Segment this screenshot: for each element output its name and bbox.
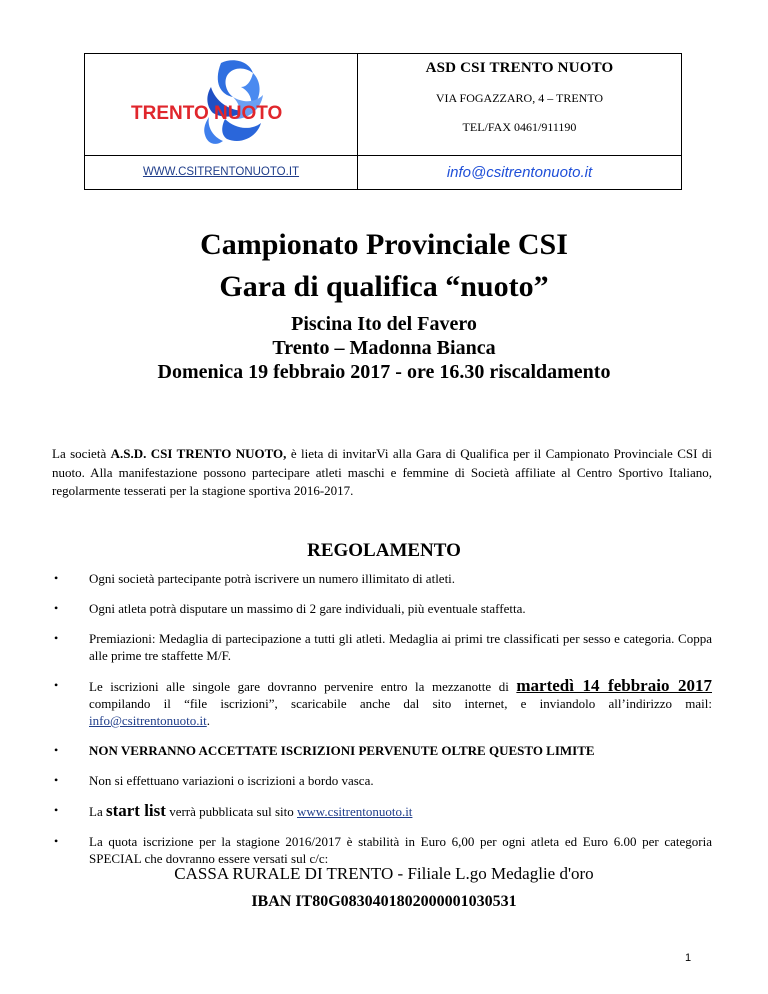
start-list-label: start list <box>105 801 166 820</box>
list-item <box>52 802 712 820</box>
venue-line1: Piscina Ito del Favero <box>291 313 477 335</box>
intro-paragraph <box>52 445 712 501</box>
email-cell <box>358 156 681 189</box>
club-address: VIA FOGAZZARO, 4 – TRENTO <box>435 91 604 105</box>
rule-text: Premiazioni: Medaglia di partecipazione a tutti gli atleti. Medaglia ai primi tre classificati per sesso e categoria. Coppa alle prime tre staffette M/F. <box>89 631 712 663</box>
bullet-icon: • <box>54 803 59 817</box>
bullet-icon: • <box>54 601 59 615</box>
deadline-date: martedì 14 febbraio 2017 <box>516 676 712 695</box>
rule-text: Ogni atleta potrà disputare un massimo di 2 gare individuali, più eventuale staffetta. <box>89 601 526 616</box>
regolamento-title: REGOLAMENTO <box>307 540 461 561</box>
bullet-icon: • <box>54 571 59 585</box>
list-item <box>52 600 712 617</box>
email-link[interactable]: info@csitrentonuoto.it <box>446 164 593 181</box>
rule-text-pre: Le iscrizioni alle singole gare dovranno pervenire entro la mezzanotte di <box>89 679 517 694</box>
rule-text: Non si effettuano variazioni o iscrizioni a bordo vasca. <box>89 773 374 788</box>
regolamento-list <box>52 570 712 880</box>
website-cell <box>85 156 358 189</box>
list-item <box>52 570 712 587</box>
bullet-icon: • <box>54 743 59 757</box>
website-link[interactable]: WWW.CSITRENTONUOTO.IT <box>142 166 300 178</box>
intro-pre: La società <box>52 446 111 461</box>
intro-post: è lieta di invitarVi alla Gara di Qualifica per il Campionato Provinciale CSI di nuoto. Alla manifestazione possono partecipare atleti maschi e femmine di Società affiliate al Centro Sportivo Italiano, regolarmente tesserati per la stagione sportiva 2016-2017. <box>52 446 712 498</box>
email-link[interactable]: info@csitrentonuoto.it <box>89 713 207 728</box>
list-item <box>52 772 712 789</box>
venue-line2: Trento – Madonna Bianca <box>272 337 496 359</box>
bullet-icon: • <box>54 678 59 692</box>
list-item <box>52 630 712 664</box>
rule-text-end: . <box>206 713 211 728</box>
bullet-icon: • <box>54 631 59 645</box>
club-name: ASD CSI TRENTO NUOTO <box>425 60 614 76</box>
rule-text-mid: verrà pubblicata sul sito <box>165 804 297 819</box>
venue-line3: Domenica 19 febbraio 2017 - ore 16.30 riscaldamento <box>157 361 611 383</box>
club-telfax: TEL/FAX 0461/911190 <box>462 120 577 134</box>
page-number: 1 <box>685 952 692 964</box>
trento-nuoto-logo <box>85 54 358 156</box>
list-item <box>52 833 712 867</box>
logo-text: TRENTO NUOTO <box>131 103 283 124</box>
club-info-cell <box>358 54 681 156</box>
main-title-line2: Gara di qualifica “nuoto” <box>219 270 549 303</box>
bullet-icon: • <box>54 834 59 848</box>
rule-text: Ogni società partecipante potrà iscrivere un numero illimitato di atleti. <box>89 571 456 586</box>
website-link[interactable]: www.csitrentonuoto.it <box>297 804 413 819</box>
list-item <box>52 742 712 759</box>
rule-text-post: compilando il “file iscrizioni”, scaricabile anche dal sito internet, e inviandolo all’indirizzo mail: <box>89 696 712 711</box>
rule-text: La quota iscrizione per la stagione 2016/2017 è stabilità in Euro 6,00 per ogni atleta ed Euro 6.00 per categoria SPECIAL che dovranno essere versati sul c/c: <box>89 834 712 866</box>
rule-text-pre: La <box>89 804 106 819</box>
rule-text: NON VERRANNO ACCETTATE ISCRIZIONI PERVENUTE OLTRE QUESTO LIMITE <box>89 743 595 758</box>
intro-org: A.S.D. CSI TRENTO NUOTO, <box>110 446 287 461</box>
logo-cell <box>85 54 358 156</box>
bullet-icon: • <box>54 773 59 787</box>
list-item <box>52 677 712 729</box>
bank-name: CASSA RURALE DI TRENTO - Filiale L.go Medaglie d'oro <box>174 864 594 883</box>
bank-iban: IBAN IT80G0830401802000001030531 <box>251 893 517 910</box>
main-title-line1: Campionato Provinciale CSI <box>200 228 568 261</box>
header-table <box>84 53 682 190</box>
